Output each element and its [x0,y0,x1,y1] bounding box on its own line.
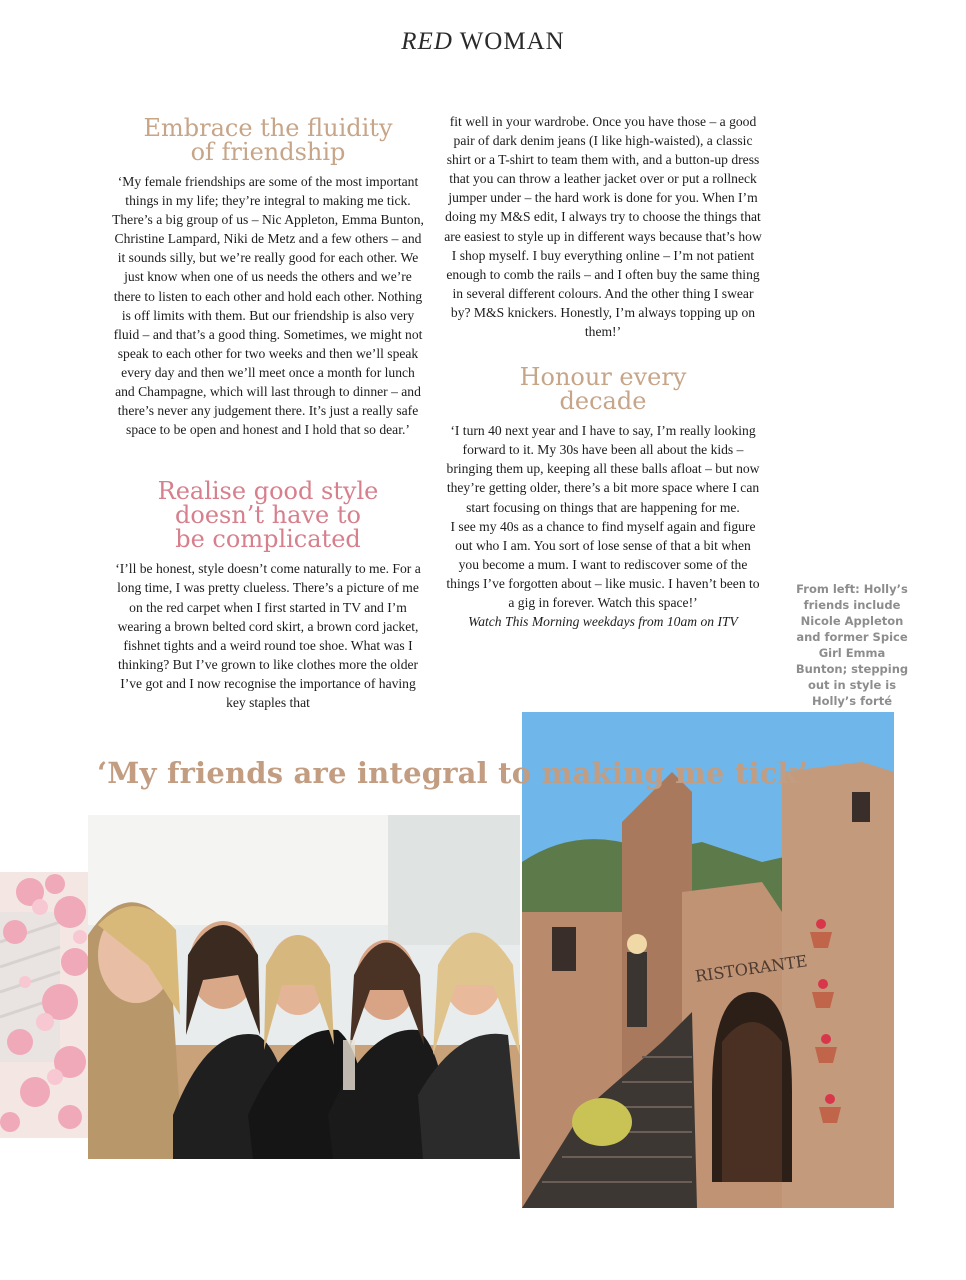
credit-line: Watch This Morning weekdays from 10am on ITV [468,614,738,630]
heading-decade [444,363,762,416]
body-paragraph: ‘I turn 40 next year and I have to say, I’m really looking forward to it. My 30s have been all about the kids – bringing them up, keeping all these balls afloat – but now they’re getting older, there’s a bit more space where I can start focusing on things that are happening for me. [446,423,760,515]
blossom-photo [0,872,88,1138]
pull-quote: ‘My friends are integral to making me tick’ [97,756,809,790]
column-left [110,116,426,712]
body-paragraph: ‘My female friendships are some of the most important things in my life; they’re integral to making me tick. There’s a big group of us – Nic Appleton, Emma Bunton, Christine Lampard, Niki de Metz and a few others – and it sounds silly, but we’re really good for each other. We just know when one of us needs the others and we’re there to listen to each other and hold each other. Nothing is off limits with them. But our friendship is also very fluid – and that’s a good thing. Sometimes, we might not speak to each other for two weeks and then we’ll speak every day and then we’ll meet once a month for lunch and Champagne, which will last through to dinner – and there’s never any judgement there. It’s just a really safe space to be open and honest and I hold that so dear.’ [112,174,424,438]
body-paragraph: ‘I’ll be honest, style doesn’t come naturally to me. For a long time, I was pretty clueless. There’s a picture of me on the red carpet when I first started in TV and I’m wearing a brown belted cord skirt, a brown cord jacket, fishnet tights and a weird round toe shoe. What was I thinking? But I’ve grown to like clothes more the older I’ve got and I now recognise the importance of having key staples that [115,561,421,710]
heading-line: be complicated [175,525,361,554]
heading-line: Honour every [519,363,687,392]
heading-style [110,477,426,554]
body-paragraph: I see my 40s as a chance to find myself again and figure out who I am. You sort of lose sense of that a bit when you become a mum. I want to rediscover some of the things I’ve forgotten about – like music. I haven’t been to a gig in forever. Watch this space!’ [446,518,760,610]
heading-line: decade [559,387,647,416]
masthead-red: RED [401,28,453,55]
ristorante-sign: RISTORANTE [693,951,809,986]
heading-line: of friendship [190,138,346,166]
friends-selfie-photo [88,815,520,1159]
body-paragraph: fit well in your wardrobe. Once you have those – a good pair of dark denim jeans (I like high-waisted), a classic shirt or a T-shirt to team them with, and a button-up dress that you can throw a leather jacket over or put a rollneck jumper under – the hard work is done for you. When I’m doing my M&S edit, I always try to choose the things that are easiest to style up in different ways because that’s how I shop myself. I buy everything online – I’m not patient enough to comb the rails – and I often buy the same thing in several different colours. And the other thing I swear by? M&S knickers. Honestly, I’m always topping up on them!’ [444,114,762,340]
heading-friendship [110,116,426,164]
heading-line: Embrace the fluidity [143,114,393,142]
heading-line: doesn’t have to [175,501,361,530]
masthead [0,28,966,56]
masthead-woman: WOMAN [459,28,565,55]
column-right [444,112,762,631]
heading-line: Realise good style [157,477,379,506]
photo-caption: From left: Holly’s friends include Nicole Appleton and former Spice Girl Emma Bunton; stepping out in style is Holly’s forté [795,582,909,708]
